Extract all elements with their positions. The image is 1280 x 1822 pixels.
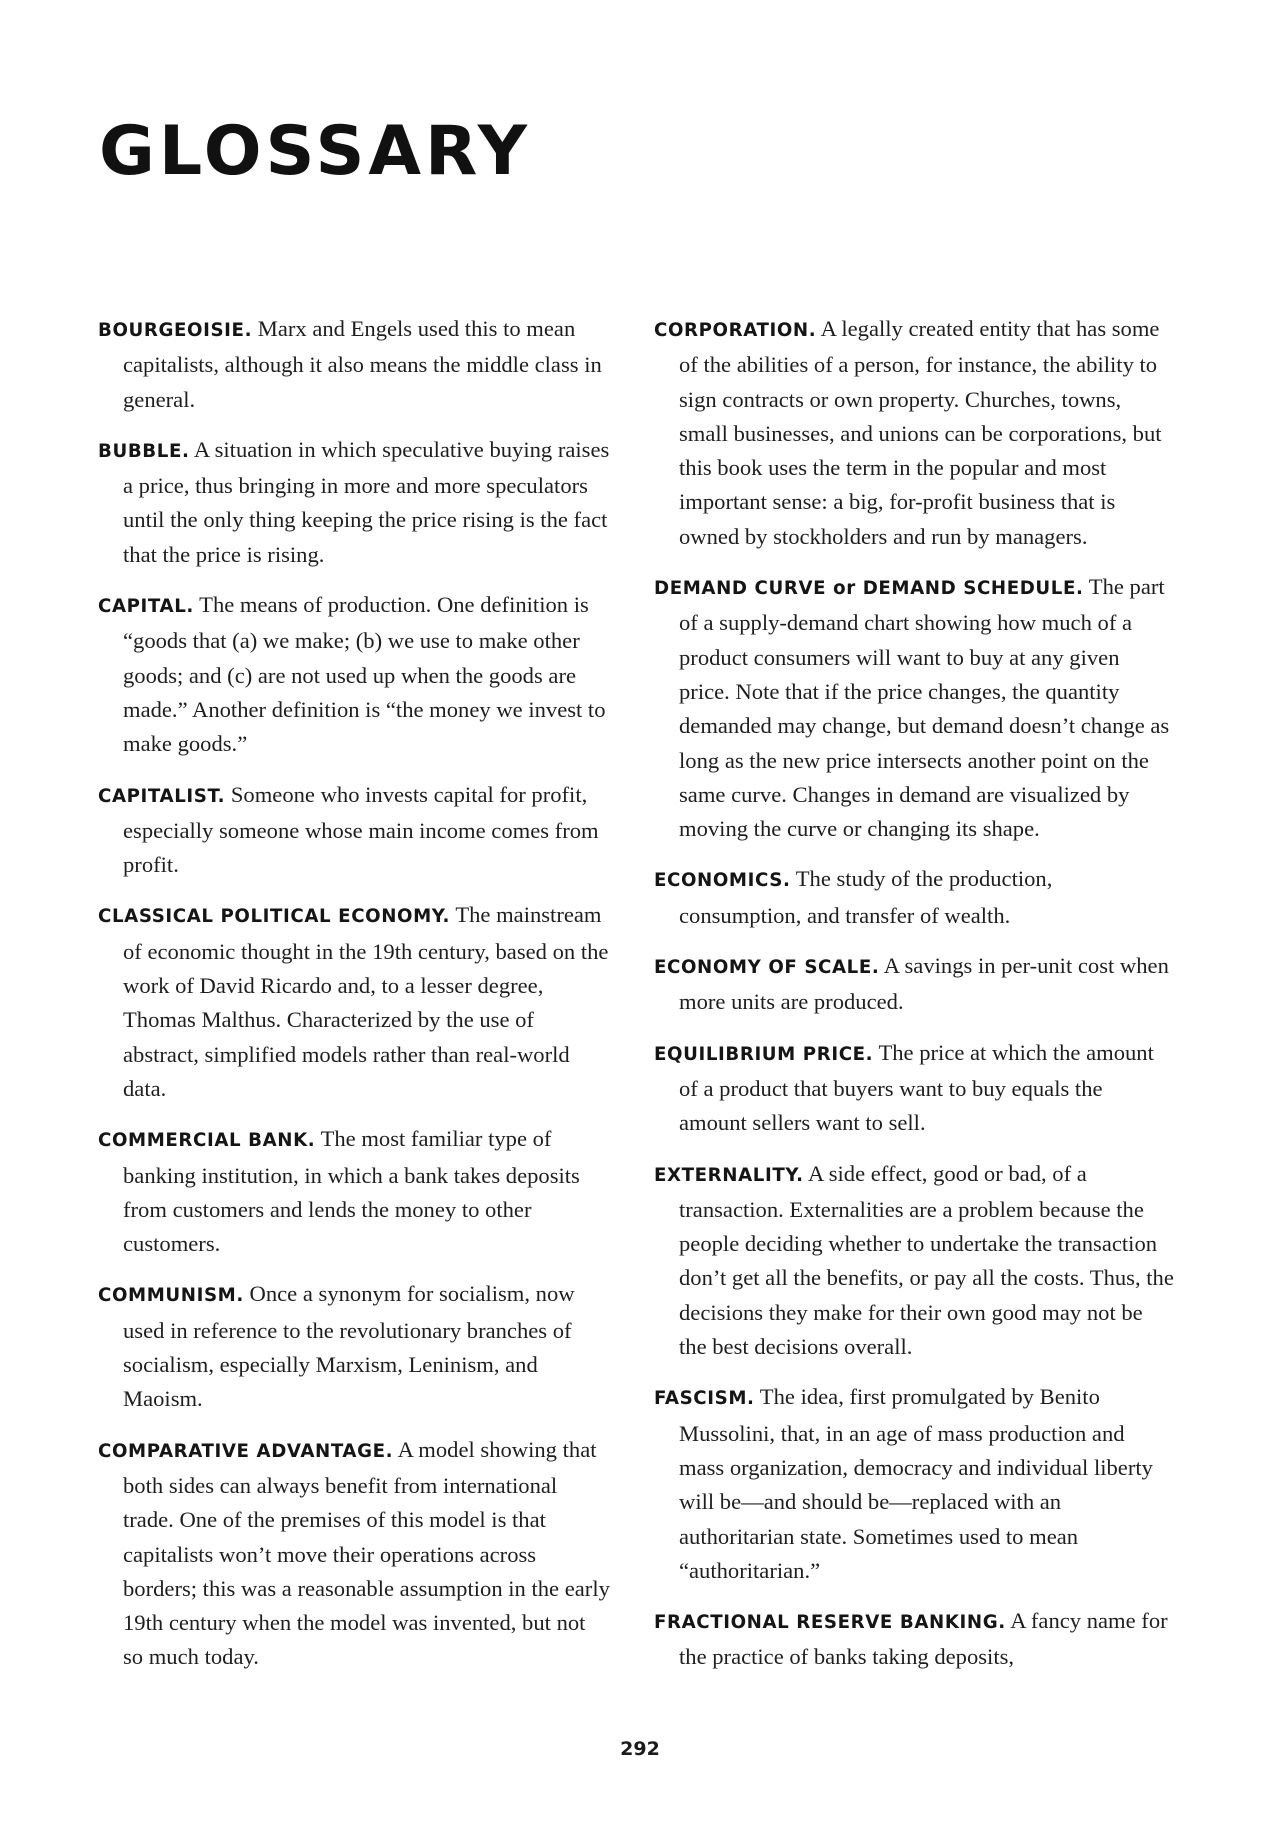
glossary-entry: [654, 1380, 1174, 1588]
glossary-term: CAPITAL.: [98, 596, 194, 618]
glossary-definition: Someone who invests capital for profit, especially someone whose main income comes from profit.: [123, 781, 599, 878]
glossary-definition: The study of the production, consumption, and transfer of wealth.: [679, 866, 1053, 928]
glossary-definition: A legally created entity that has some of the abilities of a person, for instance, the ability to sign contracts or own property. Churches, towns, small businesses, and unions can be corporations, but this book uses the term in the popular and most important sense: a big, for-profit business that is owned by stockholders and run by managers.: [679, 316, 1162, 549]
glossary-term: COMMERCIAL BANK.: [98, 1130, 316, 1152]
glossary-entry: [654, 570, 1174, 846]
glossary-definition: The part of a supply-demand chart showing how much of a product consumers will want to buy at any given price. Note that if the price changes, the quantity demanded may change, but demand doesn’t change as long as the new price intersects another point on the same curve. Changes in demand are visualized by moving the curve or changing its shape.: [679, 574, 1170, 842]
glossary-term: BUBBLE.: [98, 440, 190, 462]
glossary-definition: The mainstream of economic thought in the 19th century, based on the work of David Ricardo and, to a lesser degree, Thomas Malthus. Characterized by the use of abstract, simplified models rather than real-world data.: [123, 902, 609, 1101]
glossary-entry: [98, 1122, 610, 1261]
glossary-term: DEMAND CURVE or DEMAND SCHEDULE.: [654, 578, 1084, 600]
glossary-entry: [654, 949, 1174, 1020]
glossary-entry: [654, 312, 1174, 554]
glossary-entry: [98, 312, 610, 417]
glossary-term: ECONOMY OF SCALE.: [654, 957, 880, 979]
glossary-definition: Once a synonym for socialism, now used in reference to the revolutionary branches of socialism, especially Marxism, Leninism, and Maoism.: [123, 1281, 575, 1412]
glossary-term: CORPORATION.: [654, 320, 817, 341]
glossary-entry: [98, 588, 610, 761]
glossary-definition: A side effect, good or bad, of a transaction. Externalities are a problem because the people deciding whether to undertake the transaction don’t get all the benefits, or pay all the costs. Thus, the decisions they make for their own good may not be the best decisions overall.: [679, 1160, 1174, 1360]
glossary-definition: The idea, first promulgated by Benito Mussolini, that, in an age of mass production and mass organization, democracy and individual liberty will be—and should be—replaced with an authoritarian state. Sometimes used to mean “authoritarian.”: [679, 1384, 1153, 1583]
right-column: [654, 312, 1174, 1691]
glossary-definition: The price at which the amount of a product that buyers want to buy equals the amount sellers want to sell.: [679, 1039, 1154, 1136]
glossary-definition: A fancy name for the practice of banks taking deposits,: [679, 1608, 1168, 1670]
glossary-definition: A savings in per-unit cost when more units are produced.: [679, 953, 1169, 1015]
glossary-term: BOURGEOISIE.: [98, 320, 253, 341]
glossary-term: EQUILIBRIUM PRICE.: [654, 1043, 874, 1065]
glossary-term: ECONOMICS.: [654, 870, 791, 892]
glossary-term: CAPITALIST.: [98, 785, 226, 807]
glossary-term: FRACTIONAL RESERVE BANKING.: [654, 1612, 1006, 1634]
glossary-definition: A situation in which speculative buying raises a price, thus bringing in more and more speculators until the only thing keeping the price rising is the fact that the price is rising.: [123, 436, 610, 567]
glossary-term: COMMUNISM.: [98, 1285, 244, 1307]
glossary-entry: [98, 1433, 610, 1675]
page-title: GLOSSARY: [99, 112, 531, 191]
glossary-definition: Marx and Engels used this to mean capitalists, although it also means the middle class in general.: [123, 316, 602, 412]
glossary-entry: [98, 433, 610, 572]
glossary-entry: [98, 1277, 610, 1416]
left-column: [98, 312, 610, 1691]
glossary-term: EXTERNALITY.: [654, 1164, 804, 1186]
glossary-entry: [654, 1036, 1174, 1141]
glossary-term: FASCISM.: [654, 1388, 755, 1410]
glossary-definition: The most familiar type of banking institution, in which a bank takes deposits from customers and lends the money to other customers.: [123, 1126, 580, 1257]
glossary-entry: [654, 1604, 1174, 1675]
glossary-term: CLASSICAL POLITICAL ECONOMY.: [98, 906, 451, 928]
glossary-term: COMPARATIVE ADVANTAGE.: [98, 1440, 394, 1462]
glossary-entry: [98, 778, 610, 883]
glossary-entry: [98, 898, 610, 1106]
glossary-entry: [654, 1157, 1174, 1365]
glossary-definition: A model showing that both sides can always benefit from international trade. One of the premises of this model is that capitalists won’t move their operations across borders; this was a reasonable assumption in the early 19th century when the model was invented, but not so much today.: [123, 1436, 610, 1670]
page-number: 292: [620, 1738, 660, 1760]
glossary-entry: [654, 862, 1174, 933]
glossary-definition: The means of production. One definition is “goods that (a) we make; (b) we use to make other goods; and (c) are not used up when the goods are made.” Another definition is “the money we invest to make goods.”: [123, 592, 606, 757]
